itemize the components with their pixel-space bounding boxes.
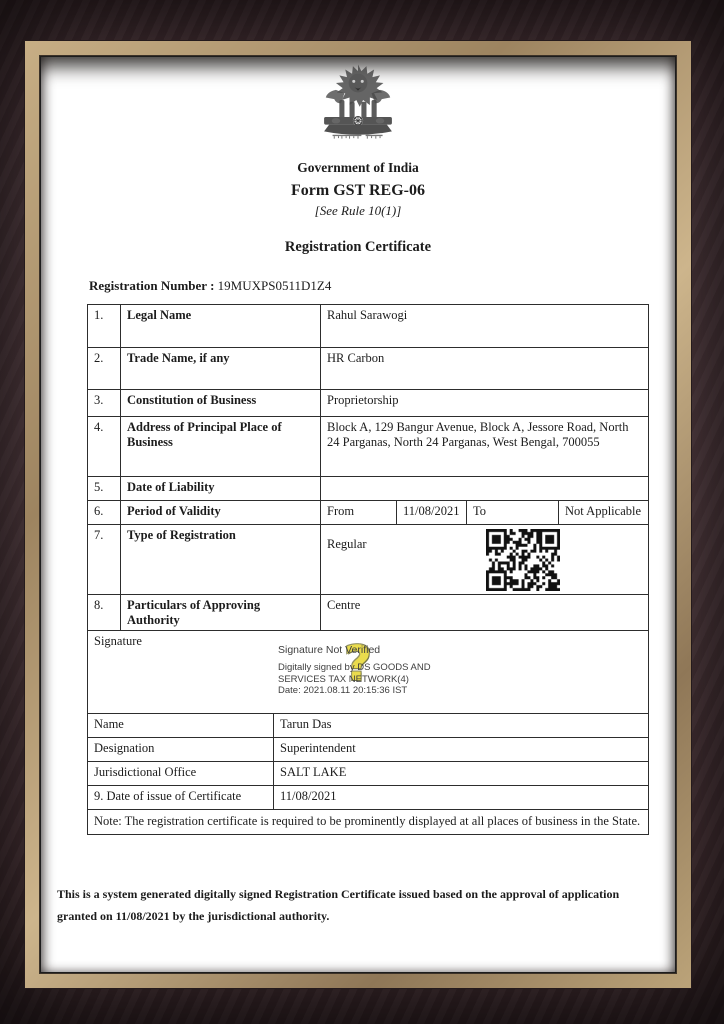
row-number: 7.: [94, 528, 104, 542]
form-title: Form GST REG-06: [291, 182, 425, 199]
officer-row: [88, 761, 648, 785]
table-row: [88, 389, 648, 416]
officer-row: [88, 785, 648, 809]
officer-row: [88, 713, 648, 737]
validity-to-label: To: [466, 501, 558, 524]
row-number: 4.: [94, 420, 104, 434]
row-value: Block A, 129 Bangur Avenue, Block A, Jessore Road, North 24 Parganas, North 24 Parganas, West Bengal, 700055: [320, 417, 648, 476]
signature-row: [88, 630, 648, 713]
officer-label: Name: [94, 717, 124, 731]
certificate-table: [87, 304, 649, 835]
row-label: Period of Validity: [120, 501, 320, 524]
ashoka-emblem-icon: [306, 61, 410, 139]
certificate-page: [41, 57, 675, 972]
row-number: 2.: [94, 351, 104, 365]
rule-reference: [See Rule 10(1)]: [314, 203, 402, 218]
table-row-period-of-validity: [88, 500, 648, 524]
row-number: 1.: [94, 308, 104, 322]
officer-value: 11/08/2021: [273, 786, 648, 809]
officer-label: 9. Date of issue of Certificate: [94, 789, 242, 803]
note-row: [88, 809, 648, 834]
row-value: [320, 477, 648, 500]
row-number: 8.: [94, 598, 104, 612]
validity-from-date: 11/08/2021: [396, 501, 466, 524]
row-value: [320, 525, 648, 594]
government-title: Government of India: [297, 160, 419, 175]
officer-value: Tarun Das: [273, 714, 648, 737]
row-number: 6.: [94, 504, 104, 518]
row-label: Constitution of Business: [120, 390, 320, 416]
qr-code: [486, 529, 560, 591]
table-row: [88, 594, 648, 630]
emblem-container: [41, 57, 675, 144]
signature-not-verified-text: Signature Not Verified: [278, 644, 381, 656]
signature-detail-line: SERVICES TAX NETWORK(4): [278, 673, 409, 685]
signature-detail-line: Digitally signed by DS GOODS AND: [278, 662, 431, 673]
row-label: Trade Name, if any: [120, 348, 320, 389]
table-row: [88, 347, 648, 389]
row-number: 3.: [94, 393, 104, 407]
table-row: [88, 476, 648, 500]
officer-label: Jurisdictional Office: [94, 765, 197, 779]
officer-label: Designation: [94, 741, 155, 755]
frame-gold-trim: [25, 41, 691, 988]
officer-value: SALT LAKE: [273, 762, 648, 785]
registration-number-value: 19MUXPS0511D1Z4: [217, 278, 332, 293]
validity-cells: [320, 501, 648, 524]
row-label: Type of Registration: [120, 525, 320, 594]
row-label: Legal Name: [120, 305, 320, 347]
officer-value: Superintendent: [273, 738, 648, 761]
table-row-type-of-registration: [88, 524, 648, 594]
validity-to-value: Not Applicable: [558, 501, 648, 524]
row-number: 5.: [94, 480, 104, 494]
certificate-title: Registration Certificate: [284, 239, 432, 255]
table-row: [88, 305, 648, 347]
signature-question-mark-icon: ?: [344, 636, 372, 692]
row-value: Centre: [320, 595, 648, 630]
motto-satyameva-jayate: [333, 135, 383, 139]
validity-from-label: From: [320, 501, 396, 524]
note-text: Note: The registration certificate is required to be prominently displayed at all places of business in the State.: [94, 814, 641, 828]
row-value: Rahul Sarawogi: [320, 305, 648, 347]
registration-number-label: Registration Number :: [89, 278, 215, 293]
signature-detail-line: Date: 2021.08.11 20:15:36 IST: [278, 685, 408, 696]
registration-number-line: [89, 278, 675, 294]
row-value: HR Carbon: [320, 348, 648, 389]
table-row: [88, 416, 648, 476]
digital-signature-stamp: [278, 636, 508, 697]
officer-row: [88, 737, 648, 761]
row-value: Proprietorship: [320, 390, 648, 416]
registration-type-value: Regular: [327, 537, 367, 551]
row-label: Particulars of Approving Authority: [120, 595, 320, 630]
system-generated-disclaimer: This is a system generated digitally signed Registration Certificate issued based on the approval of application granted on 11/08/2021 by the jurisdictional authority.: [57, 887, 620, 923]
row-label: Address of Principal Place of Business: [120, 417, 320, 476]
signature-label: Signature: [94, 634, 142, 648]
row-label: Date of Liability: [120, 477, 320, 500]
